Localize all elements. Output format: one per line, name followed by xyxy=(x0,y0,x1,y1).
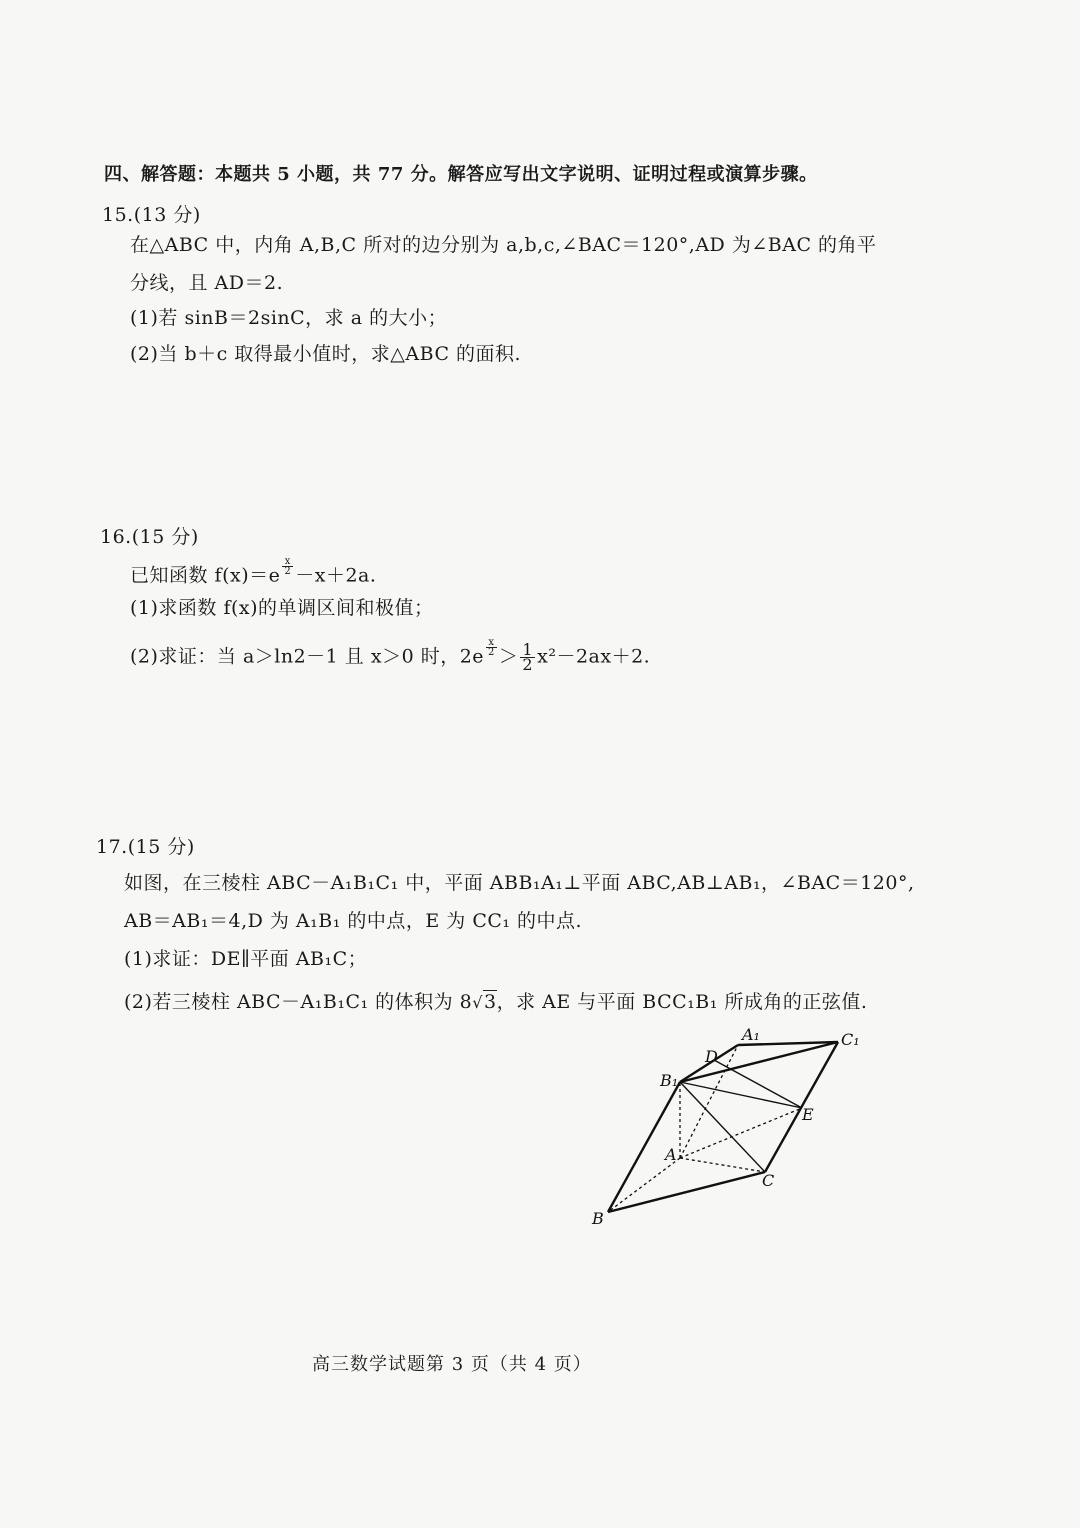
label-b1: B₁ xyxy=(660,1071,679,1090)
section-heading: 四、解答题：本题共 5 小题，共 77 分。解答应写出文字说明、证明过程或演算步骤。 xyxy=(104,164,818,185)
q16-part2-exp-den: 2 xyxy=(488,647,495,658)
edge-b-c xyxy=(608,1172,765,1212)
line-b1-c xyxy=(680,1082,765,1172)
q16-exp-num: x xyxy=(282,557,293,567)
q17-stem-line2: AB＝AB₁＝4,D 为 A₁B₁ 的中点，E 为 CC₁ 的中点. xyxy=(124,910,583,932)
q16-part1: (1)求函数 f(x)的单调区间和极值； xyxy=(130,597,434,619)
q15-part1: (1)若 sinB＝2sinC，求 a 的大小； xyxy=(130,307,448,329)
line-a-e xyxy=(680,1108,802,1158)
edge-a-c xyxy=(680,1158,765,1172)
q17-part2-suffix: ，求 AE 与平面 BCC₁B₁ 所成角的正弦值. xyxy=(496,991,868,1013)
label-c: C xyxy=(762,1171,775,1190)
q16-stem-prefix: 已知函数 f(x)＝e xyxy=(130,564,281,587)
q16-frac-den: 2 xyxy=(522,654,534,674)
q17-number: 17.(15 分) xyxy=(96,836,195,858)
q17-sqrt-value: 3 xyxy=(483,991,497,1013)
q16-part2-exponent xyxy=(486,638,497,657)
q17-part2 xyxy=(124,987,867,1014)
label-c1: C₁ xyxy=(841,1030,860,1049)
q16-stem-suffix: －x＋2a. xyxy=(295,564,377,587)
line-b1-e xyxy=(680,1082,802,1108)
q16-number: 16.(15 分) xyxy=(100,526,199,548)
q16-part2-mid: ＞ xyxy=(498,645,519,668)
label-b: B xyxy=(592,1209,604,1228)
q15-number: 15.(13 分) xyxy=(102,204,201,226)
q15-stem-line2: 分线，且 AD＝2. xyxy=(130,272,284,294)
q16-exponent xyxy=(282,557,293,576)
q15-part2: (2)当 b＋c 取得最小值时，求△ABC 的面积. xyxy=(130,343,522,365)
page-footer: 高三数学试题第 3 页（共 4 页） xyxy=(312,1354,592,1375)
edge-b1-c1 xyxy=(680,1042,838,1082)
q16-part2-suffix: x²－2ax＋2. xyxy=(537,645,651,668)
label-e: E xyxy=(802,1105,814,1124)
prism-figure xyxy=(580,1020,880,1240)
sqrt-icon: √ xyxy=(472,993,483,1012)
q16-stem xyxy=(130,557,376,587)
q16-part2 xyxy=(130,638,650,672)
q17-part1: (1)求证：DE∥平面 AB₁C； xyxy=(124,948,368,970)
q16-part2-prefix: (2)求证：当 a＞ln2－1 且 x＞0 时，2e xyxy=(130,645,485,668)
q17-stem-line1: 如图，在三棱柱 ABC－A₁B₁C₁ 中，平面 ABB₁A₁⊥平面 ABC,AB⊥AB₁，∠BAC＝120°, xyxy=(124,872,915,894)
q15-stem-line1: 在△ABC 中，内角 A,B,C 所对的边分别为 a,b,c,∠BAC＝120°,AD 为∠BAC 的角平 xyxy=(130,234,877,256)
q16-exp-den: 2 xyxy=(284,566,292,577)
label-d: D xyxy=(705,1047,718,1066)
label-a1: A₁ xyxy=(742,1025,760,1044)
label-a: A xyxy=(665,1145,677,1164)
q16-part2-exp-num: x xyxy=(486,638,497,648)
q16-frac-num: 1 xyxy=(522,639,534,659)
q17-part2-prefix: (2)若三棱柱 ABC－A₁B₁C₁ 的体积为 8 xyxy=(124,991,473,1013)
q16-half-fraction xyxy=(520,639,535,674)
